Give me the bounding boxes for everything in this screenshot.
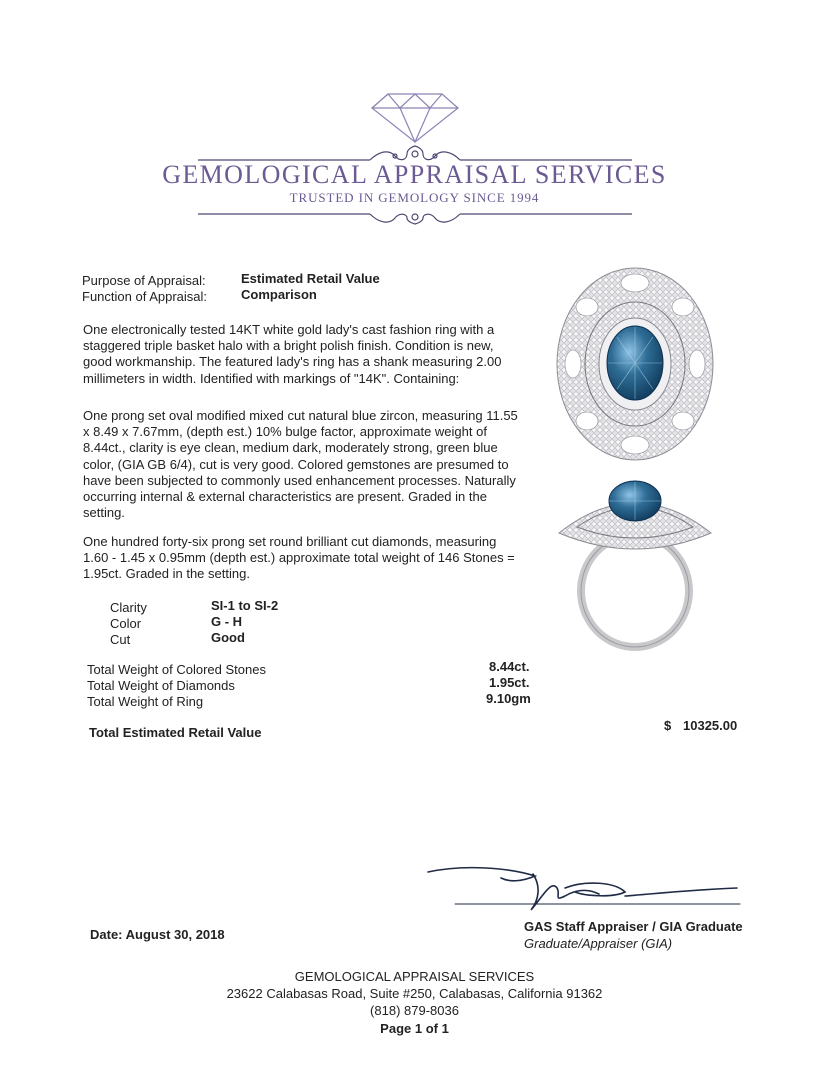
function-value: Comparison <box>241 287 317 302</box>
retail-value-label: Total Estimated Retail Value <box>89 725 262 740</box>
purpose-value: Estimated Retail Value <box>241 271 380 286</box>
diamond-description: One hundred forty-six prong set round brilliant cut diamonds, measuring 1.60 - 1.45 x 0.95mm (depth est.) approximate total weight of 146 Stones = 1.95ct. Graded in the setting. <box>83 534 515 582</box>
bottom-ornament-divider <box>195 204 635 226</box>
retail-value: 10325.00 <box>683 718 738 733</box>
footer-company: GEMOLOGICAL APPRAISAL SERVICES <box>294 969 535 984</box>
retail-currency: $ <box>664 718 672 733</box>
diamond-weight-value: 1.95ct. <box>489 675 530 690</box>
appraiser-subtitle: Graduate/Appraiser (GIA) <box>524 936 673 951</box>
ring-description: One electronically tested 14KT white gold lady's cast fashion ring with a staggered triple basket halo with a bright polish finish. Condition is new, good workmanship. The featured lady's ring has a shank measuring 2.00 millimeters in width. Identified with markings of "14K". Containing: <box>83 322 502 386</box>
colored-weight-value: 8.44ct. <box>489 659 530 674</box>
color-label: Color <box>110 616 142 631</box>
appraiser-signature <box>425 860 745 918</box>
purpose-label: Purpose of Appraisal: <box>82 273 206 288</box>
ring-side-view-image <box>555 473 715 655</box>
zircon-description: One prong set oval modified mixed cut natural blue zircon, measuring 11.55 x 8.49 x 7.67mm, (depth est.) 10% bulge factor, approximate weight of 8.44ct., clarity is eye clean, medium dark, moderately strong, green blue color, (GIA GB 6/4), cut is very good. Colored gemstones are presumed to have been subjected to commonly used enhancement processes. Naturally occurring internal & external characteristics are present. Graded in the setting. <box>83 408 518 521</box>
ring-top-view-image <box>555 265 715 463</box>
clarity-value: SI-1 to SI-2 <box>211 598 279 613</box>
appraiser-title: GAS Staff Appraiser / GIA Graduate <box>524 919 743 934</box>
cut-value: Good <box>211 630 245 645</box>
function-label: Function of Appraisal: <box>82 289 208 304</box>
ring-weight-label: Total Weight of Ring <box>87 694 204 709</box>
colored-weight-label: Total Weight of Colored Stones <box>87 662 266 677</box>
page-number: Page 1 of 1 <box>380 1021 449 1036</box>
footer-phone: (818) 879-8036 <box>370 1003 459 1018</box>
ring-weight-value: 9.10gm <box>486 691 531 706</box>
cut-label: Cut <box>110 632 131 647</box>
clarity-label: Clarity <box>110 600 147 615</box>
appraisal-date: Date: August 30, 2018 <box>90 927 225 942</box>
diamond-weight-label: Total Weight of Diamonds <box>87 678 235 693</box>
color-value: G - H <box>211 614 243 629</box>
company-logo-title: GEMOLOGICAL APPRAISAL SERVICES <box>162 160 667 189</box>
diamond-logo-icon <box>370 92 460 144</box>
footer-address: 23622 Calabasas Road, Suite #250, Calabasas, California 91362 <box>226 986 603 1001</box>
company-tagline: TRUSTED IN GEMOLOGY SINCE 1994 <box>289 190 540 205</box>
